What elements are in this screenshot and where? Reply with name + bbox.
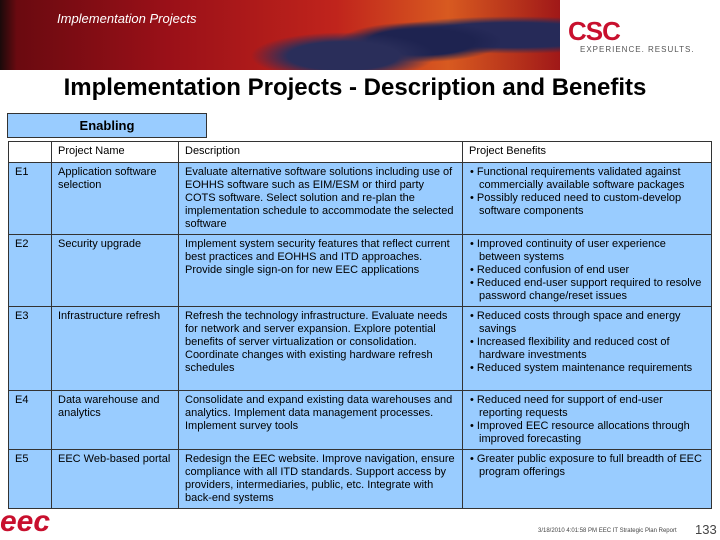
benefit-item: • Greater public exposure to full breadth of EEC program offerings bbox=[479, 453, 705, 479]
footer-text: 3/18/2010 4:01:58 PM EEC IT Strategic Plan Report bbox=[538, 528, 677, 534]
eec-logo: eec bbox=[0, 505, 51, 538]
benefit-item: • Improved continuity of user experience between systems bbox=[479, 238, 705, 264]
table-row bbox=[9, 163, 712, 235]
benefit-item: • Reduced system maintenance requirements bbox=[479, 362, 705, 375]
table-row bbox=[9, 235, 712, 307]
project-id: E2 bbox=[9, 235, 52, 307]
project-name: Data warehouse and analytics bbox=[52, 391, 179, 450]
banner-title: Implementation Projects bbox=[57, 11, 197, 26]
benefit-item: • Reduced costs through space and energy savings bbox=[479, 310, 705, 336]
benefit-item: • Improved EEC resource allocations through improved forecasting bbox=[479, 420, 705, 446]
project-description: Evaluate alternative software solutions including use of EOHHS software such as EIM/ESM or third party COTS software. Select solution and re-plan the implementation schedule to accommodate the selected software bbox=[179, 163, 463, 235]
header-description: Description bbox=[179, 142, 463, 163]
project-description: Consolidate and expand existing data warehouses and analytics. Implement data management processes. Implement survey tools bbox=[179, 391, 463, 450]
benefit-item: • Increased flexibility and reduced cost of hardware investments bbox=[479, 336, 705, 362]
benefit-item: • Possibly reduced need to custom-develop software components bbox=[479, 192, 705, 218]
project-benefits bbox=[463, 391, 712, 450]
project-benefits bbox=[463, 235, 712, 307]
projects-table bbox=[8, 141, 712, 509]
project-name: Security upgrade bbox=[52, 235, 179, 307]
csc-logo: CSC bbox=[568, 16, 620, 46]
project-description: Redesign the EEC website. Improve navigation, ensure compliance with all ITD standards. Support access by providers, intermediaries, public, etc. Integrate with back-end systems bbox=[179, 450, 463, 509]
page-number: 133 bbox=[695, 522, 717, 537]
table-row bbox=[9, 307, 712, 391]
project-name: Application software selection bbox=[52, 163, 179, 235]
benefit-item: • Functional requirements validated against commercially available software packages bbox=[479, 166, 705, 192]
project-benefits bbox=[463, 307, 712, 391]
project-benefits bbox=[463, 163, 712, 235]
project-id: E5 bbox=[9, 450, 52, 509]
project-name: Infrastructure refresh bbox=[52, 307, 179, 391]
project-name: EEC Web-based portal bbox=[52, 450, 179, 509]
benefit-item: • Reduced confusion of end user bbox=[479, 264, 705, 277]
benefit-item: • Reduced end-user support required to resolve password change/reset issues bbox=[479, 277, 705, 303]
project-description: Implement system security features that reflect current best practices and EOHHS and ITD approaches. Provide single sign-on for new EEC applications bbox=[179, 235, 463, 307]
header-benefits: Project Benefits bbox=[463, 142, 712, 163]
project-description: Refresh the technology infrastructure. Evaluate needs for network and server expansion. Explore potential benefits of server virtualization or consolidation. Coordinate changes with existing hardware refresh schedules bbox=[179, 307, 463, 391]
header-id bbox=[9, 142, 52, 163]
cyclists-image bbox=[250, 0, 560, 70]
page-title: Implementation Projects - Description and Benefits bbox=[63, 74, 647, 101]
table-row bbox=[9, 391, 712, 450]
header-banner bbox=[0, 0, 560, 70]
tagline: EXPERIENCE. RESULTS. bbox=[580, 45, 695, 54]
header-name: Project Name bbox=[52, 142, 179, 163]
project-benefits bbox=[463, 450, 712, 509]
table-header bbox=[9, 142, 712, 163]
section-label: Enabling bbox=[7, 113, 207, 138]
project-id: E3 bbox=[9, 307, 52, 391]
table-row bbox=[9, 450, 712, 509]
project-id: E1 bbox=[9, 163, 52, 235]
benefit-item: • Reduced need for support of end-user reporting requests bbox=[479, 394, 705, 420]
project-id: E4 bbox=[9, 391, 52, 450]
